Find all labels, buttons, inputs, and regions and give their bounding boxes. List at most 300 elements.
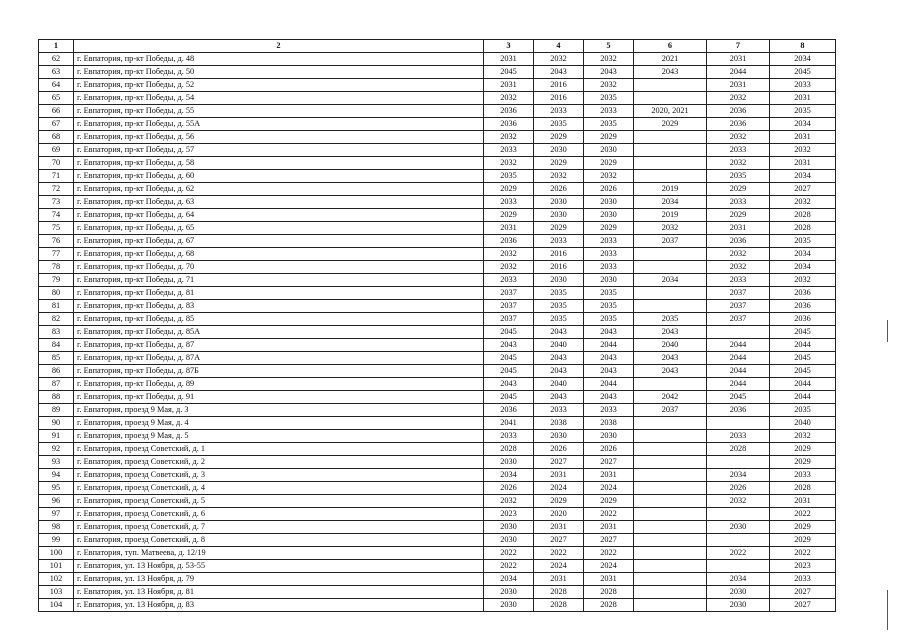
year-cell: 2028 <box>584 586 634 599</box>
year-cell <box>634 430 707 443</box>
address-cell: г. Евпатория, пр-кт Победы, д. 48 <box>74 53 484 66</box>
year-cell: 2037 <box>484 313 534 326</box>
row-number-cell: 100 <box>39 547 74 560</box>
year-cell: 2033 <box>707 196 770 209</box>
year-cell: 2043 <box>584 391 634 404</box>
address-cell: г. Евпатория, проезд Советский, д. 1 <box>74 443 484 456</box>
year-cell: 2033 <box>534 105 584 118</box>
address-cell: г. Евпатория, проезд Советский, д. 8 <box>74 534 484 547</box>
table-row <box>39 521 836 534</box>
year-cell: 2026 <box>584 443 634 456</box>
table-row <box>39 274 836 287</box>
year-cell: 2036 <box>707 404 770 417</box>
year-cell: 2028 <box>770 482 836 495</box>
year-cell: 2028 <box>584 599 634 612</box>
table-row <box>39 326 836 339</box>
table-row <box>39 118 836 131</box>
table-row <box>39 469 836 482</box>
row-number-cell: 89 <box>39 404 74 417</box>
year-cell: 2036 <box>770 313 836 326</box>
year-cell <box>634 378 707 391</box>
table-row <box>39 196 836 209</box>
year-cell: 2032 <box>770 196 836 209</box>
table-row <box>39 365 836 378</box>
year-cell: 2032 <box>770 430 836 443</box>
year-cell: 2033 <box>484 144 534 157</box>
address-cell: г. Евпатория, проезд Советский, д. 5 <box>74 495 484 508</box>
year-cell: 2022 <box>707 547 770 560</box>
year-cell: 2029 <box>770 521 836 534</box>
table-row <box>39 378 836 391</box>
year-cell: 2043 <box>534 66 584 79</box>
year-cell: 2016 <box>534 261 584 274</box>
row-number-cell: 94 <box>39 469 74 482</box>
year-cell: 2020, 2021 <box>634 105 707 118</box>
year-cell <box>634 521 707 534</box>
address-cell: г. Евпатория, пр-кт Победы, д. 55 <box>74 105 484 118</box>
year-cell: 2033 <box>770 469 836 482</box>
year-cell <box>634 560 707 573</box>
year-cell <box>634 261 707 274</box>
year-cell: 2035 <box>770 404 836 417</box>
year-cell: 2036 <box>484 118 534 131</box>
year-cell: 2021 <box>634 53 707 66</box>
year-cell: 2036 <box>707 235 770 248</box>
year-cell: 2035 <box>584 300 634 313</box>
year-cell: 2036 <box>484 105 534 118</box>
year-cell: 2040 <box>534 378 584 391</box>
table-row <box>39 183 836 196</box>
row-number-cell: 62 <box>39 53 74 66</box>
table-row <box>39 352 836 365</box>
year-cell: 2029 <box>584 222 634 235</box>
year-cell: 2045 <box>484 365 534 378</box>
year-cell: 2027 <box>584 534 634 547</box>
year-cell: 2029 <box>770 456 836 469</box>
year-cell: 2032 <box>707 261 770 274</box>
year-cell: 2032 <box>534 53 584 66</box>
address-cell: г. Евпатория, туп. Матвеева, д. 12/19 <box>74 547 484 560</box>
year-cell: 2043 <box>584 66 634 79</box>
table-row <box>39 573 836 586</box>
year-cell: 2036 <box>770 300 836 313</box>
year-cell <box>707 456 770 469</box>
scan-margin-mark <box>887 320 888 342</box>
year-cell: 2024 <box>534 482 584 495</box>
year-cell <box>634 79 707 92</box>
row-number-cell: 74 <box>39 209 74 222</box>
year-cell: 2032 <box>484 261 534 274</box>
address-cell: г. Евпатория, ул. 13 Ноября, д. 83 <box>74 599 484 612</box>
year-cell: 2032 <box>484 92 534 105</box>
table-body <box>39 53 836 612</box>
row-number-cell: 76 <box>39 235 74 248</box>
address-cell: г. Евпатория, ул. 13 Ноября, д. 81 <box>74 586 484 599</box>
address-cell: г. Евпатория, пр-кт Победы, д. 62 <box>74 183 484 196</box>
year-cell: 2030 <box>707 599 770 612</box>
year-cell: 2016 <box>534 92 584 105</box>
year-cell: 2030 <box>484 456 534 469</box>
address-cell: г. Евпатория, пр-кт Победы, д. 87 <box>74 339 484 352</box>
year-cell: 2041 <box>484 417 534 430</box>
year-cell: 2033 <box>770 79 836 92</box>
table-row <box>39 508 836 521</box>
year-cell: 2022 <box>770 508 836 521</box>
row-number-cell: 88 <box>39 391 74 404</box>
address-cell: г. Евпатория, проезд Советский, д. 3 <box>74 469 484 482</box>
year-cell: 2032 <box>707 92 770 105</box>
year-cell: 2031 <box>707 53 770 66</box>
year-cell: 2044 <box>707 352 770 365</box>
year-cell: 2032 <box>770 274 836 287</box>
year-cell: 2029 <box>584 495 634 508</box>
year-cell: 2029 <box>707 183 770 196</box>
address-cell: г. Евпатория, проезд 9 Мая, д. 4 <box>74 417 484 430</box>
row-number-cell: 82 <box>39 313 74 326</box>
year-cell: 2043 <box>584 352 634 365</box>
table-row <box>39 209 836 222</box>
year-cell: 2037 <box>634 404 707 417</box>
year-cell: 2029 <box>770 534 836 547</box>
table-row <box>39 586 836 599</box>
year-cell <box>634 547 707 560</box>
year-cell <box>707 560 770 573</box>
year-cell: 2019 <box>634 209 707 222</box>
row-number-cell: 92 <box>39 443 74 456</box>
year-cell: 2045 <box>484 326 534 339</box>
year-cell: 2044 <box>707 66 770 79</box>
year-cell <box>634 573 707 586</box>
year-cell: 2034 <box>634 274 707 287</box>
table-row <box>39 404 836 417</box>
column-header: 8 <box>770 40 836 53</box>
year-cell: 2031 <box>484 79 534 92</box>
address-cell: г. Евпатория, пр-кт Победы, д. 87А <box>74 352 484 365</box>
year-cell: 2032 <box>707 131 770 144</box>
year-cell: 2044 <box>770 391 836 404</box>
row-number-cell: 78 <box>39 261 74 274</box>
year-cell <box>634 157 707 170</box>
year-cell: 2024 <box>584 482 634 495</box>
year-cell: 2043 <box>534 326 584 339</box>
year-cell: 2031 <box>770 157 836 170</box>
year-cell: 2032 <box>634 222 707 235</box>
address-cell: г. Евпатория, пр-кт Победы, д. 67 <box>74 235 484 248</box>
year-cell: 2029 <box>770 443 836 456</box>
year-cell: 2031 <box>484 222 534 235</box>
year-cell <box>634 417 707 430</box>
year-cell: 2027 <box>770 599 836 612</box>
row-number-cell: 84 <box>39 339 74 352</box>
address-cell: г. Евпатория, пр-кт Победы, д. 60 <box>74 170 484 183</box>
year-cell: 2027 <box>534 456 584 469</box>
year-cell: 2029 <box>707 209 770 222</box>
row-number-cell: 79 <box>39 274 74 287</box>
year-cell: 2022 <box>770 547 836 560</box>
year-cell: 2032 <box>484 157 534 170</box>
register-table <box>38 39 836 612</box>
year-cell: 2043 <box>584 326 634 339</box>
year-cell <box>634 144 707 157</box>
year-cell <box>707 534 770 547</box>
table-row <box>39 430 836 443</box>
row-number-cell: 102 <box>39 573 74 586</box>
table-row <box>39 300 836 313</box>
column-header: 6 <box>634 40 707 53</box>
year-cell: 2031 <box>584 469 634 482</box>
year-cell: 2022 <box>584 547 634 560</box>
year-cell: 2032 <box>584 79 634 92</box>
table-row <box>39 495 836 508</box>
row-number-cell: 68 <box>39 131 74 144</box>
address-cell: г. Евпатория, пр-кт Победы, д. 91 <box>74 391 484 404</box>
table-row <box>39 144 836 157</box>
year-cell: 2031 <box>770 92 836 105</box>
address-cell: г. Евпатория, ул. 13 Ноября, д. 53-55 <box>74 560 484 573</box>
year-cell: 2035 <box>534 300 584 313</box>
year-cell: 2028 <box>770 222 836 235</box>
row-number-cell: 85 <box>39 352 74 365</box>
year-cell: 2031 <box>707 222 770 235</box>
scan-margin-mark <box>887 590 888 630</box>
year-cell: 2030 <box>484 599 534 612</box>
year-cell: 2044 <box>770 378 836 391</box>
year-cell: 2044 <box>584 378 634 391</box>
year-cell: 2034 <box>770 170 836 183</box>
year-cell: 2027 <box>770 586 836 599</box>
year-cell: 2045 <box>770 326 836 339</box>
year-cell: 2024 <box>534 560 584 573</box>
year-cell: 2033 <box>770 573 836 586</box>
year-cell: 2043 <box>484 378 534 391</box>
row-number-cell: 69 <box>39 144 74 157</box>
year-cell: 2031 <box>584 573 634 586</box>
address-cell: г. Евпатория, пр-кт Победы, д. 52 <box>74 79 484 92</box>
year-cell: 2030 <box>534 430 584 443</box>
year-cell: 2034 <box>770 261 836 274</box>
year-cell: 2036 <box>770 287 836 300</box>
year-cell: 2023 <box>770 560 836 573</box>
year-cell <box>707 417 770 430</box>
row-number-cell: 77 <box>39 248 74 261</box>
table-row <box>39 443 836 456</box>
year-cell: 2031 <box>534 573 584 586</box>
year-cell <box>634 300 707 313</box>
address-cell: г. Евпатория, пр-кт Победы, д. 57 <box>74 144 484 157</box>
year-cell: 2043 <box>534 391 584 404</box>
row-number-cell: 96 <box>39 495 74 508</box>
year-cell <box>634 508 707 521</box>
address-cell: г. Евпатория, проезд Советский, д. 2 <box>74 456 484 469</box>
year-cell: 2026 <box>484 482 534 495</box>
address-cell: г. Евпатория, проезд Советский, д. 7 <box>74 521 484 534</box>
address-cell: г. Евпатория, пр-кт Победы, д. 54 <box>74 92 484 105</box>
year-cell: 2032 <box>707 248 770 261</box>
year-cell <box>634 92 707 105</box>
year-cell: 2033 <box>534 404 584 417</box>
table-row <box>39 66 836 79</box>
table-row <box>39 560 836 573</box>
table-row <box>39 417 836 430</box>
year-cell: 2019 <box>634 183 707 196</box>
year-cell: 2016 <box>534 79 584 92</box>
year-cell: 2032 <box>484 248 534 261</box>
year-cell: 2045 <box>484 66 534 79</box>
table-row <box>39 235 836 248</box>
row-number-cell: 98 <box>39 521 74 534</box>
year-cell: 2034 <box>770 118 836 131</box>
year-cell: 2020 <box>534 508 584 521</box>
year-cell: 2031 <box>534 521 584 534</box>
year-cell: 2042 <box>634 391 707 404</box>
column-header: 3 <box>484 40 534 53</box>
address-cell: г. Евпатория, пр-кт Победы, д. 58 <box>74 157 484 170</box>
year-cell: 2030 <box>534 209 584 222</box>
year-cell: 2036 <box>484 404 534 417</box>
year-cell <box>634 131 707 144</box>
year-cell: 2022 <box>534 547 584 560</box>
year-cell: 2033 <box>707 274 770 287</box>
year-cell: 2024 <box>584 560 634 573</box>
year-cell: 2031 <box>584 521 634 534</box>
address-cell: г. Евпатория, пр-кт Победы, д. 68 <box>74 248 484 261</box>
table-row <box>39 287 836 300</box>
year-cell: 2035 <box>584 313 634 326</box>
year-cell: 2037 <box>484 287 534 300</box>
row-number-cell: 95 <box>39 482 74 495</box>
year-cell: 2030 <box>484 521 534 534</box>
year-cell: 2033 <box>707 144 770 157</box>
year-cell: 2026 <box>534 443 584 456</box>
table-row <box>39 79 836 92</box>
year-cell: 2038 <box>584 417 634 430</box>
address-cell: г. Евпатория, пр-кт Победы, д. 71 <box>74 274 484 287</box>
table-row <box>39 92 836 105</box>
year-cell: 2022 <box>484 560 534 573</box>
year-cell: 2035 <box>634 313 707 326</box>
year-cell: 2029 <box>534 131 584 144</box>
column-header: 1 <box>39 40 74 53</box>
table-row <box>39 170 836 183</box>
document-sheet <box>38 39 835 612</box>
year-cell: 2022 <box>484 547 534 560</box>
year-cell: 2043 <box>634 66 707 79</box>
year-cell: 2030 <box>584 144 634 157</box>
address-cell: г. Евпатория, проезд 9 Мая, д. 3 <box>74 404 484 417</box>
table-row <box>39 105 836 118</box>
column-header: 5 <box>584 40 634 53</box>
year-cell: 2034 <box>770 53 836 66</box>
row-number-cell: 75 <box>39 222 74 235</box>
year-cell: 2045 <box>484 391 534 404</box>
address-cell: г. Евпатория, пр-кт Победы, д. 81 <box>74 287 484 300</box>
year-cell: 2029 <box>484 209 534 222</box>
year-cell: 2038 <box>534 417 584 430</box>
address-cell: г. Евпатория, ул. 13 Ноября, д. 79 <box>74 573 484 586</box>
year-cell: 2045 <box>770 66 836 79</box>
year-cell: 2044 <box>707 378 770 391</box>
table-row <box>39 222 836 235</box>
year-cell: 2033 <box>584 404 634 417</box>
year-cell: 2044 <box>770 339 836 352</box>
year-cell: 2045 <box>484 352 534 365</box>
year-cell: 2036 <box>484 235 534 248</box>
year-cell: 2037 <box>484 300 534 313</box>
year-cell: 2028 <box>534 586 584 599</box>
year-cell <box>634 443 707 456</box>
year-cell: 2040 <box>770 417 836 430</box>
year-cell: 2033 <box>484 274 534 287</box>
row-number-cell: 70 <box>39 157 74 170</box>
year-cell: 2035 <box>770 105 836 118</box>
year-cell: 2033 <box>584 105 634 118</box>
year-cell: 2037 <box>707 313 770 326</box>
row-number-cell: 81 <box>39 300 74 313</box>
row-number-cell: 72 <box>39 183 74 196</box>
address-cell: г. Евпатория, пр-кт Победы, д. 85А <box>74 326 484 339</box>
address-cell: г. Евпатория, пр-кт Победы, д. 87Б <box>74 365 484 378</box>
header-row <box>39 40 836 53</box>
year-cell: 2026 <box>707 482 770 495</box>
year-cell: 2045 <box>770 352 836 365</box>
year-cell: 2030 <box>584 196 634 209</box>
year-cell: 2044 <box>707 365 770 378</box>
year-cell: 2027 <box>770 183 836 196</box>
year-cell: 2035 <box>707 170 770 183</box>
table-row <box>39 482 836 495</box>
year-cell: 2035 <box>534 118 584 131</box>
row-number-cell: 65 <box>39 92 74 105</box>
row-number-cell: 99 <box>39 534 74 547</box>
year-cell <box>634 495 707 508</box>
year-cell <box>634 599 707 612</box>
year-cell: 2029 <box>534 495 584 508</box>
row-number-cell: 90 <box>39 417 74 430</box>
table-row <box>39 456 836 469</box>
year-cell: 2032 <box>484 131 534 144</box>
year-cell: 2030 <box>484 586 534 599</box>
address-cell: г. Евпатория, пр-кт Победы, д. 55А <box>74 118 484 131</box>
table-row <box>39 131 836 144</box>
year-cell: 2043 <box>534 352 584 365</box>
year-cell <box>634 534 707 547</box>
year-cell: 2030 <box>534 144 584 157</box>
year-cell: 2030 <box>484 534 534 547</box>
year-cell: 2032 <box>484 495 534 508</box>
row-number-cell: 103 <box>39 586 74 599</box>
year-cell <box>634 170 707 183</box>
year-cell: 2043 <box>484 339 534 352</box>
year-cell <box>634 287 707 300</box>
year-cell: 2033 <box>484 196 534 209</box>
year-cell: 2031 <box>484 53 534 66</box>
row-number-cell: 87 <box>39 378 74 391</box>
year-cell <box>707 326 770 339</box>
year-cell: 2030 <box>584 209 634 222</box>
year-cell: 2036 <box>707 118 770 131</box>
row-number-cell: 93 <box>39 456 74 469</box>
year-cell: 2030 <box>584 430 634 443</box>
year-cell: 2032 <box>584 170 634 183</box>
table-row <box>39 313 836 326</box>
table-row <box>39 261 836 274</box>
year-cell: 2036 <box>707 105 770 118</box>
year-cell <box>634 586 707 599</box>
row-number-cell: 71 <box>39 170 74 183</box>
year-cell: 2034 <box>484 469 534 482</box>
year-cell: 2030 <box>534 274 584 287</box>
year-cell <box>634 482 707 495</box>
